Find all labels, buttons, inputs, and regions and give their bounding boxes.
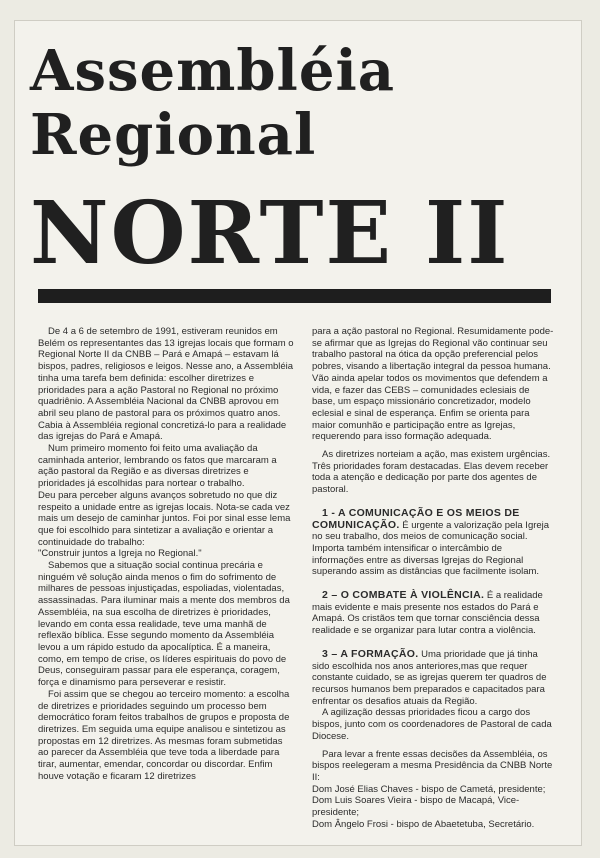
left-column: [38, 326, 295, 782]
paragraph: para a ação pastoral no Regional. Resumidamente pode-se afirmar que as Igrejas do Regional vão continuar seu trabalho pastoral na ótica da opção preferencial pelos pobres, visando a libertação integral da pessoa humana.: [312, 326, 554, 373]
section-2-heading: 2 – O COMBATE À VIOLÊNCIA.: [322, 589, 485, 602]
paragraph: As diretrizes norteiam a ação, mas existem urgências. Três prioridades foram destacadas. Elas devem receber toda a atenção e dedicação por parte dos agentes de pastoral.: [312, 449, 551, 496]
paragraph: Sabemos que a situação social continua precária e ninguém vê solução ainda menos o fim do sofrimento de milhares de pessoas injustiçadas, espoliadas, violentadas, assassinadas. Para iluminar mais a mente dos membros da Assembléia, na sua escolha de diretrizes è prioridades, levando em conta essa realidade, teve uma manhã de reflexão bíblica. Esse segundo momento da Assembléia levou a um rápido estudo da apocalíptica. É a maneira, como, em tempo de crise, os líderes espirituais do povo de Deus, conseguiram passar para ele esperança, coragem, força e dinamismo para perseverar e resistir.: [38, 560, 290, 689]
section-3: [312, 649, 554, 708]
paragraph: Foi assim que se chegou ao terceiro momento: a escolha de diretrizes e prioridades seguindo um processo bem democrático foram feitos trabalhos de grupos e proposta de diretrizes. Em seguida uma equipe analisou e sintetizou as propostas em 12 diretrizes. As mesmas foram submetidas ao parecer da Assembléia que teve toda a liberdade para tirar, aumentar, emendar, concordar ou discordar. Enfim houve votação e ficaram 12 diretrizes: [38, 688, 290, 782]
title-divider-bar: [38, 289, 551, 303]
section-3-text: Uma prioridade que já tinha sido escolhida nos anos anteriores,mas que requer constante cuidado, se as igrejas querem ter quadros de recursos humanos bem preparados e capacitados para enfrentar os desafios atuais da Região.: [312, 648, 547, 707]
paragraph: A agilização dessas prioridades ficou a cargo dos bispos, junto com os coordenadores de Pastoral de cada Diocese.: [312, 707, 552, 742]
section-2: [312, 590, 554, 637]
right-column: [312, 326, 554, 830]
section-1-heading: 1 - A COMUNICAÇÃO E OS MEIOS DE COMUNICAÇÃO.: [312, 506, 520, 531]
paragraph: Vão ainda apelar todos os movimentos que defendem a vida, e fazer das CEBS – comunidades eclesiais de base, um espaço missionário concretizador, modelo eclesial e sinal de esperança. Enfim se orienta para maior comunhão e participação entre as Igrejas, requerendo para isso formação adequada.: [312, 372, 548, 443]
paragraph: Num primeiro momento foi feito uma avaliação da caminhada anterior, lembrando os fatos que marcaram a ação pastoral da Região e as diversas diretrizes e prioridades já escolhidas para nortear o trabalho.: [38, 443, 277, 490]
title-line-3: NORTE II: [30, 183, 510, 284]
officer-line: Dom Luis Soares Vieira - bispo de Macapá, Vice-presidente;: [312, 795, 520, 819]
paragraph: De 4 a 6 de setembro de 1991, estiveram reunidos em Belém os representantes das 13 igrejas locais que formam o Regional Norte II da CNBB – Pará e Amapá – estavam lá bispos, padres, religiosos e leigos. Nesse ano, a Assembléia tinha uma tarefa bem definida: escolher diretrizes e prioridades para a ação Pastoral no Regional no próximo quadriênio. A Assembléia Nacional da CNBB aprovou em abril seu plano de pastoral para os próximos quatro anos. Cabia à Assembléia regional concretizá-lo para a realidade das igrejas do Pará e Amapá.: [38, 326, 294, 443]
section-1: [312, 508, 554, 578]
title-line-1: Assembléia: [30, 38, 396, 104]
section-1-text: É urgente a valorização pela Igreja no seu trabalho, dos meios de comunicação social. Importa também intensificar o intercâmbio de informações entre as diversas Igrejas do Regional superando assim as distâncias que facilmente isolam.: [312, 519, 550, 578]
paragraph: Deu para perceber alguns avanços sobretudo no que diz respeito a unidade entre as igrejas locais. Nota-se cada vez mais um desejo de caminhar juntos. Foi por sinal esse lema que foi escolhido para sintetizar a avaliação e orientar a continuidade do trabalho:: [38, 489, 291, 548]
section-2-text: É a realidade mais evidente e mais presente nos estados do Pará e Amapá. Os cristãos tem que tornar consciência dessa realidade e se organizar para lutar contra a violência.: [312, 590, 543, 637]
officer-line: Dom José Elias Chaves - bispo de Cametá, presidente;: [312, 783, 546, 795]
section-3-heading: 3 – A FORMAÇÃO.: [322, 647, 419, 660]
title-line-2: Regional: [30, 102, 317, 168]
paragraph: Para levar a frente essas decisões da Assembléia, os bispos reelegeram a mesma Presidência da CNBB Norte II:: [312, 748, 553, 783]
motto-quote: "Construir juntos a Igreja no Regional.": [38, 548, 202, 560]
officer-line: Dom Ângelo Frosi - bispo de Abaetetuba, Secretário.: [312, 818, 535, 830]
